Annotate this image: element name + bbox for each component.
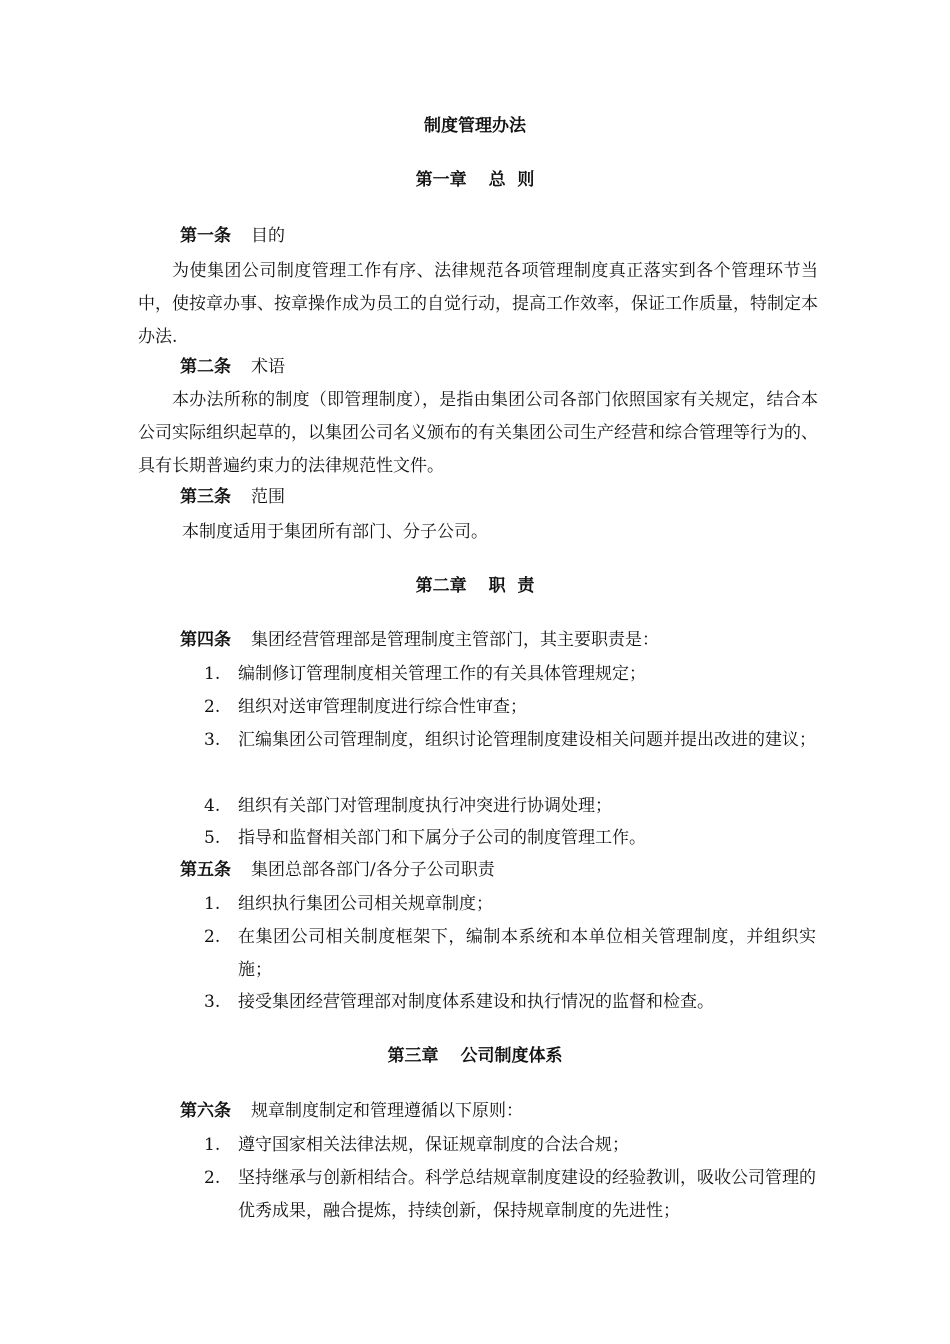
article-2-text: 本办法所称的制度（即管理制度），是指由集团公司各部门依照国家有关规定，结合本公司实际组织起草的，以集团公司名义颁布的有关集团公司生产经营和综合管理等行为的、具有长期普遍约束力的法律规范性文件。 [138, 390, 818, 476]
chapter-number: 第一章 [415, 170, 467, 190]
article-title: 集团经营管理部是管理制度主管部门，其主要职责是： [251, 630, 659, 650]
article-4-item-1 [204, 658, 816, 691]
chapter-1-heading [0, 166, 950, 194]
article-number: 第六条 [180, 1101, 231, 1121]
article-5-item-2 [204, 921, 816, 987]
chapter-name: 公司制度体系 [460, 1046, 563, 1066]
item-text: 编制修订管理制度相关管理工作的有关具体管理规定； [238, 664, 646, 684]
article-number: 第五条 [180, 860, 231, 880]
article-6-item-1 [204, 1129, 816, 1162]
article-3-text: 本制度适用于集团所有部门、分子公司。 [182, 522, 488, 542]
article-number: 第二条 [180, 357, 231, 377]
item-text: 组织有关部门对管理制度执行冲突进行协调处理； [238, 796, 612, 816]
item-text: 组织对送审管理制度进行综合性审查； [238, 697, 527, 717]
chapter-number: 第二章 [415, 576, 467, 596]
chapter-3-heading [0, 1042, 950, 1070]
article-title: 目的 [251, 226, 285, 246]
article-number: 第三条 [180, 487, 231, 507]
item-text: 遵守国家相关法律法规，保证规章制度的合法合规； [238, 1135, 629, 1155]
article-6-item-2 [204, 1162, 816, 1228]
article-title: 范围 [251, 487, 285, 507]
item-text: 在集团公司相关制度框架下，编制本系统和本单位相关管理制度，并组织实施； [238, 927, 816, 980]
article-4-heading [180, 625, 659, 655]
article-4-item-5 [204, 822, 816, 855]
article-3-heading [180, 482, 285, 512]
item-number: 3. [204, 730, 221, 750]
article-number: 第四条 [180, 630, 231, 650]
article-5-heading [180, 855, 495, 885]
chapter-name: 总 则 [488, 170, 535, 190]
item-text: 坚持继承与创新相结合。科学总结规章制度建设的经验教训，吸收公司管理的优秀成果，融合提炼，持续创新，保持规章制度的先进性； [238, 1168, 816, 1221]
item-text: 指导和监督相关部门和下属分子公司的制度管理工作。 [238, 828, 646, 848]
article-4-item-4 [204, 790, 816, 823]
article-6-heading [180, 1096, 523, 1126]
article-1-text: 为使集团公司制度管理工作有序、法律规范各项管理制度真正落实到各个管理环节当中，使按章办事、按章操作成为员工的自觉行动，提高工作效率，保证工作质量，特制定本办法. [138, 261, 818, 347]
article-1-heading [180, 221, 285, 251]
article-5-item-3 [204, 986, 816, 1019]
item-number: 4. [204, 796, 221, 816]
document-title: 制度管理办法 [424, 116, 526, 136]
item-number: 3. [204, 992, 221, 1012]
item-number: 2. [204, 697, 221, 717]
item-text: 接受集团经营管理部对制度体系建设和执行情况的监督和检查。 [238, 992, 714, 1012]
item-number: 2. [204, 927, 221, 947]
article-title: 集团总部各部门/各分子公司职责 [251, 860, 495, 880]
chapter-2-heading [0, 572, 950, 600]
item-number: 1. [204, 664, 221, 684]
chapter-number: 第三章 [387, 1046, 439, 1066]
item-number: 5. [204, 828, 221, 848]
item-number: 1. [204, 1135, 221, 1155]
article-title: 术语 [251, 357, 285, 377]
article-4-item-3 [204, 724, 816, 757]
item-text: 组织执行集团公司相关规章制度； [238, 894, 493, 914]
article-number: 第一条 [180, 226, 231, 246]
article-2-heading [180, 352, 285, 382]
article-4-item-2 [204, 691, 816, 724]
item-number: 1. [204, 894, 221, 914]
article-5-item-1 [204, 888, 816, 921]
item-number: 2. [204, 1168, 221, 1188]
item-text: 汇编集团公司管理制度，组织讨论管理制度建设相关问题并提出改进的建议； [238, 730, 816, 750]
article-title: 规章制度制定和管理遵循以下原则： [251, 1101, 523, 1121]
chapter-name: 职 责 [488, 576, 535, 596]
